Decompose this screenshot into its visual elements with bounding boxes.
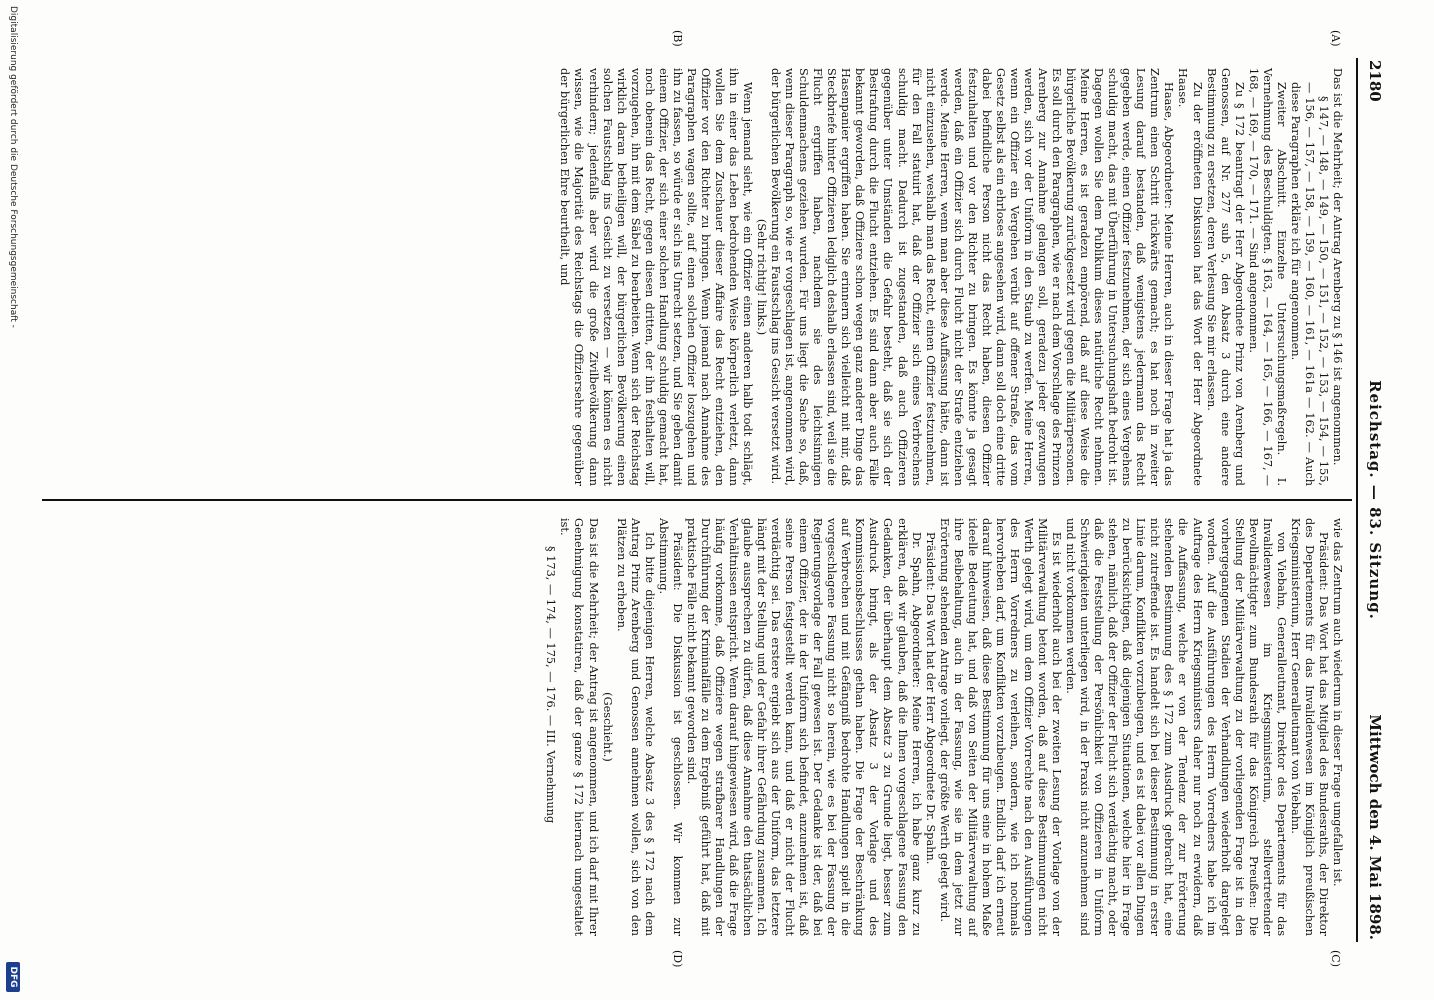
interjection: (Sehr richtig! links.) [755,218,769,336]
header-rule [1356,58,1358,942]
page-number: 2180 [1366,60,1384,102]
dfg-logo: DFG [6,962,20,992]
paragraph: Zu der eröffneten Diskussion hat das Wort der Herr Abgeordnete Haase. [1176,68,1204,486]
session-date: Mittwoch den 4. Mai 1898. [1366,714,1384,940]
column-divider [42,499,1352,501]
margin-marker-c: (C) [1329,950,1342,967]
interjection: (Geschieht.) [600,692,614,762]
paragraph: Das ist die Mehrheit; der Antrag Arenberg zu § 146 ist angenommen. [1331,68,1344,466]
paragraph: Das ist die Mehrheit; der Antrag ist angenommen, und ich darf mit Ihrer Genehmigung konstatiren, daß der ganze § 172 hiernach umgestaltet ist. [558,518,600,936]
margin-marker-a: (A) [1329,30,1342,47]
president-statement: Präsident: Die Diskussion ist geschlossen. Wir kommen zur Abstimmung. [656,518,684,936]
paragraph: Zu § 172 beantragt der Herr Abgeordnete Prinz von Arenberg und Genossen, auf Nr. 277 sub 5, den Absatz 3 durch eine andere Bestimmung zu ersetzen, deren Verlesung Sie mir erlassen. [1204,68,1246,486]
right-column [543,518,1344,936]
footer [0,0,24,1000]
paragraph: Ich bitte diejenigen Herren, welche Absatz 3 des § 172 nach dem Antrag Prinz Arenberg und Genossen annehmen wollen, sich von den Plätzen zu erheben. [614,518,656,936]
paragraph: Wenn jemand sieht, wie ein Offizier einen anderen halb todt schlägt, ihn in einer das Leben bedrohenden Weise körperlich verletzt, dann wollen Sie dem Zuschauer dieser Affaire das Recht entziehen, den Offizier vor den Richter zu bringen. Wenn jemand nach Annahme des Paragraphen wagen sollte, auf einen solchen Offizier loszugehen und ihn zu fassen, so würde er sich ins Unrecht setzen, und Sie geben damit einem Offizier, der sich einer solchen Handlung schuldig gemacht hat, noch obenein das Recht, gegen diesen dritten, der ihn festhalten will, vorzugehen, ihn mit dem Säbel zu bearbeiten. Wenn sich der Reichstag wirklich daran betheiligen will, der bürgerlichen Bevölkerung einen solchen Faustschlag ins Gesicht zu versetzen — wir können es nicht verhindern; jedenfalls aber wird die große Zivilbevölkerung dann wissen, wie die Majorität des Reichstags die Offiziersehre gegenüber der bürgerlichen Ehre beurtheilt, und [558,68,755,486]
paragraph: § 147, — 148, — 149, — 150, — 151, — 152, — 153, — 154, — 155, — 156, — 157, — 158, — 159, — 160, — 161, — 161a — 162. — Auch diese Paragraphen erkläre ich für angenommen. [1288,82,1330,486]
speech-spahn: Dr. Spahn, Abgeordneter: Meine Herren, ich habe ganz kurz zu erklären, daß wir glauben, daß die Ihnen vorgeschlagene Fassung den Gedanken, der überhaupt dem Absatz 3 zu Grunde liegt, besser zum Ausdruck bringt, als der Absatz 3 der Vorlage und des Kommissionsbeschlusses gethan haben. Die Frage der Beschränkung auf Verbrechen und mit Gefängniß bedrohte Handlungen spielt in die vorgeschlagene Fassung nicht so herein, wie es bei der Fassung der Regierungsvorlage der Fall gewesen ist. Der Gedanke ist der, daß bei einem Offizier, der in der Uniform sich befindet, anzunehmen ist, daß seine Person festgestellt werden kann, und daß er nicht der Flucht verdächtig sei. Das erstere ergiebt sich aus der Uniform, das letztere hängt mit der Stellung und der Gefahr ihrer Gefährdung zusammen. Ich glaube aussprechen zu dürfen, daß diese Annahme den thatsächlichen Verhältnissen entspricht. Wenn darauf hingewiesen wird, daß die Frage häufig vorkomme, daß Offiziere wegen strafbarer Handlungen der Durchführung der Kriminalfälle zu dem Ergebniß geführt hat, daß mit praktische Fälle nicht bekannt geworden sind. [684,518,923,936]
paragraph: Es ist wiederholt auch bei der zweiten Lesung der Vorlage von der Militärverwaltung betont worden, daß auf diese Bestimmungen nicht Werth gelegt wird, um dem Offizier Vorrechte nach den Ausführungen des Herrn Vorredners zu verleihen, sondern, wie ich nochmals hervorheben darf, um Konflikten vorzubeugen. Endlich darf ich erneut darauf hinweisen, daß diese Bestimmung für uns eine in hohem Maße ideelle Bedeutung hat, und daß von Seiten der Militärverwaltung auf ihre Beibehaltung, auch in der Fassung, wie sie in dem jetzt zur Erörterung stehenden Antrage vorliegt, der größte Werth gelegt wird. [937,518,1064,936]
speech-haase: Haase, Abgeordneter: Meine Herren, auch in dieser Frage hat ja das Zentrum einen Schritt rückwärts gemacht; es hat noch in zweiter Lesung darauf bestanden, daß wenigstens jedermann das Recht gegeben werde, einen Offizier festzunehmen, der sich eines Vergehens schuldig macht, das mit Überführung in Untersuchungshaft bedroht ist. Dagegen wollen Sie dem Publikum dieses natürliche Recht nehmen. Meine Herren, es ist geradezu empörend, daß auf diese Weise die bürgerliche Bevölkerung zurückgesetzt wird gegen die Militärpersonen. Es soll durch den Paragraphen, wie er nach dem Vorschlage des Prinzen Arenberg zur Annahme gelangen soll, geradezu jeder gezwungen werden, sich vor der Uniform in den Staub zu werfen. Meine Herren, wenn ein Offizier ein Vergehen verübt auf offener Straße, das vom Gesetz selbst als ein ehrloses angesehen wird, dann soll doch eine dritte dabei befindliche Person nicht das Recht haben, diesen Offizier festzuhalten und vor den Richter zu bringen. Es könnte ja gesagt werden, daß ein Offizier sich durch Flucht nicht der Strafe entziehen werde. Meine Herren, wenn man aber diese Auffassung hätte, dann ist nicht einzusehen, weshalb man das Recht, einen Offizier festzunehmen, für den Fall statuirt hat, daß der Offizier sich eines Verbrechens schuldig macht. Dadurch ist zugestanden, daß auch Offizieren gegenüber unter Umständen die Gefahr besteht, daß sie sich der Bestrafung durch die Flucht entziehen. Es sind dann aber auch Fälle bekannt geworden, daß Offiziere schon wegen ganz anderer Dinge das Hasenpanier ergriffen haben. Sie erinnern sich vielleicht mit mir, daß Steckbriefe hinter Offizieren lediglich deshalb erlassen sind, weil sie die Flucht ergriffen haben, nachdem sie des leichtsinnigen Schuldenmachens geziehen wurden. Für uns liegt die Sache so, daß, wenn dieser Paragraph so, wie er vorgeschlagen ist, angenommen wird, der bürgerlichen Bevölkerung ein Faustschlag ins Gesicht versetzt wird. [769,68,1176,486]
president-statement: Präsident: Das Wort hat der Herr Abgeordnete Dr. Spahn. [923,532,937,865]
digitization-note: Digitalisierung gefördert durch die Deutsche Forschungsgemeinschaft - [8,6,18,328]
running-head [1362,60,1384,940]
margin-marker-d: (D) [671,950,684,968]
speech-viebahn: von Viebahn, Generalleutnant, Direktor des Departements für das Invalidenwesen im Kriegsministerium, stellvertretender Bevollmächtigter zum Bundesrath für das Königreich Preußen: Die Stellung der Militärverwaltung zu der vorliegenden Frage ist in den vorhergegangenen Stadien der Verhandlungen wiederholt dargelegt worden. Auf die Ausführungen des Herrn Vorredners habe ich im Auftrage des Herrn Kriegsministers daher nur noch zu erwidern, daß die Auffassung, welche er von der Tendenz der zur Erörterung stehenden Bestimmung des § 172 zum Ausdruck gebracht hat, eine nicht zutreffende ist. Es handelt sich bei dieser Bestimmung in erster Linie darum, Konflikten vorzubeugen, und es ist dabei vor allen Dingen zu berücksichtigen, daß diejenigen Situationen, welche hier in Frage stehen, nämlich, daß der Offizier der Flucht sich verdächtig macht, oder daß die Feststellung der Persönlichkeit von Offizieren in Uniform Schwierigkeiten unterliegen wird, in der Praxis nicht anzunehmen sind und nicht vorkommen werden. [1064,518,1288,936]
paragraph: wie das Zentrum auch wiederum in dieser Frage umgefallen ist. [1331,518,1344,887]
president-statement: Präsident: Das Wort hat das Mitglied des Bundesraths, der Direktor des Departements für das Invalidenwesen im Königlich preußischen Kriegsministerium, Herr Generalleutnant von Viebahn. [1288,518,1330,936]
left-column [557,68,1344,486]
running-title: Reichstag. — 83. Sitzung. [1366,380,1384,620]
paragraph: Zweiter Abschnitt. Einzelne Untersuchungsmaßregeln. I. Vernehmung des Beschuldigten. § 163, — 164, — 165, — 166, — 167, — 168, — 169, — 170, — 171. — Sind angenommen. [1246,68,1288,486]
margin-marker-b: (B) [671,30,684,47]
paragraph: § 173, — 174, — 175, — 176. — III. Vernehmung [544,546,558,824]
